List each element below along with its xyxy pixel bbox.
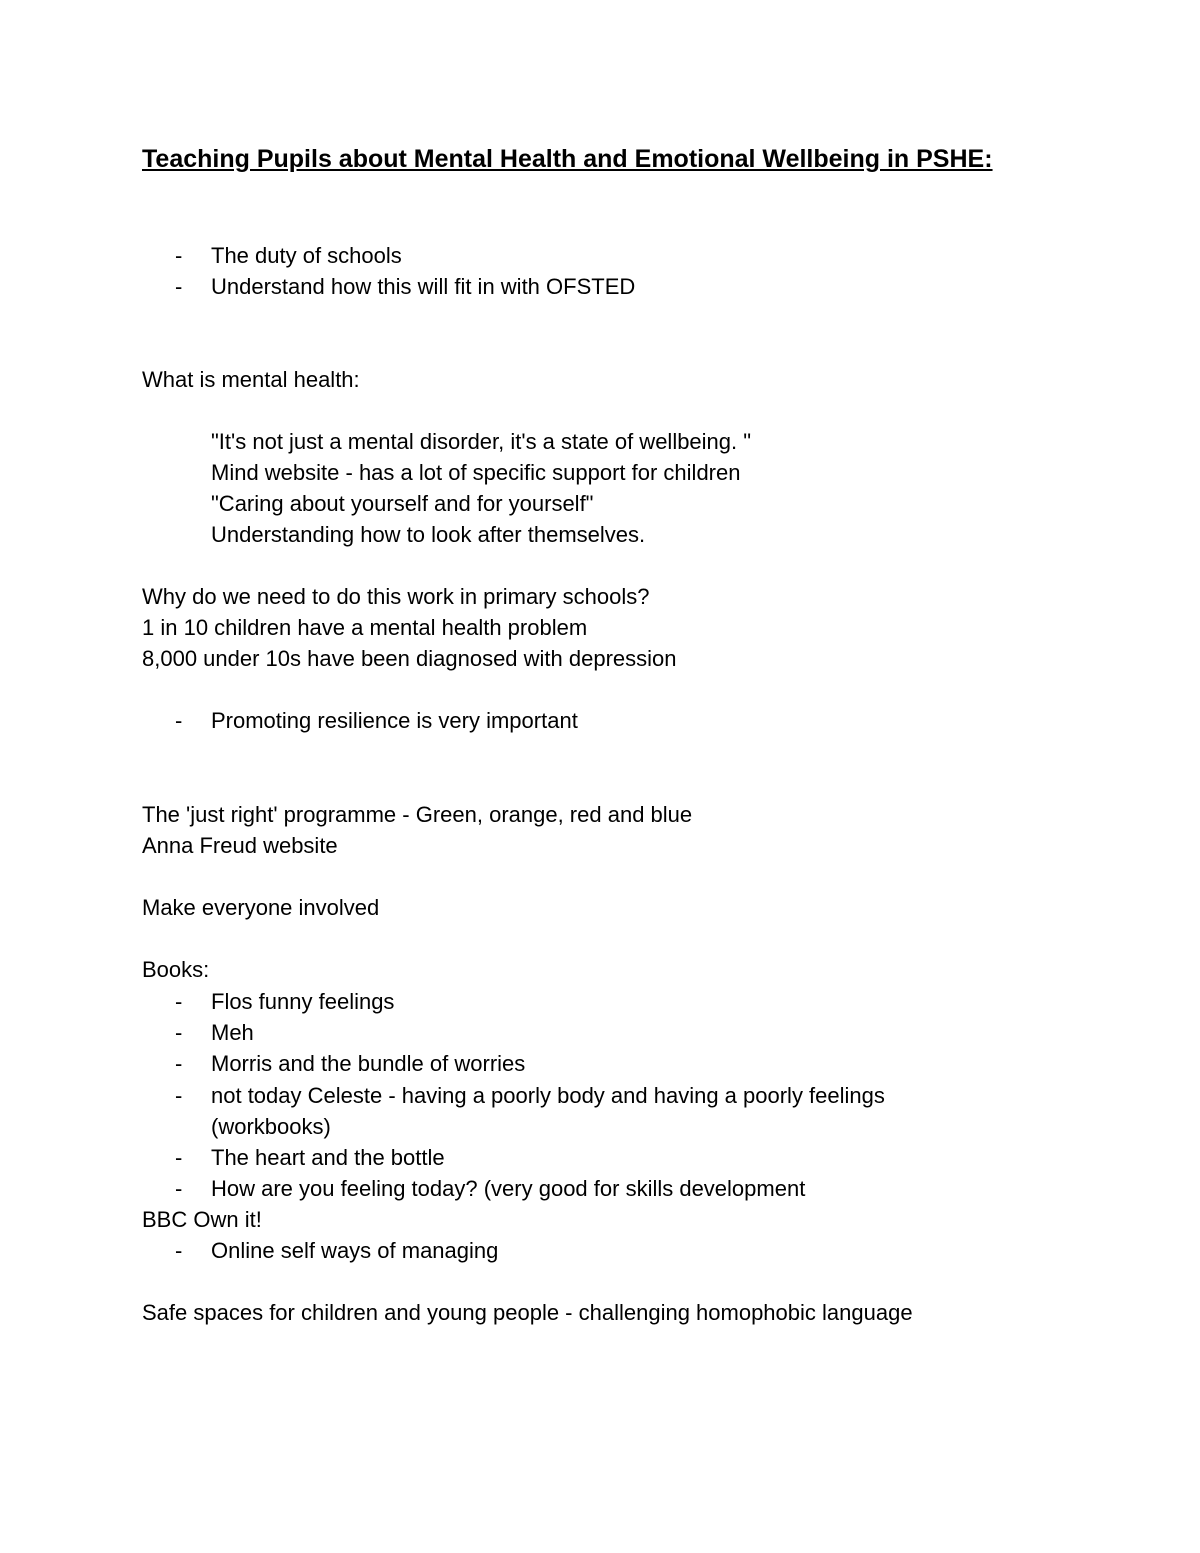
stat-line-2: 8,000 under 10s have been diagnosed with depression bbox=[142, 646, 677, 671]
anna-freud-line: Anna Freud website bbox=[142, 833, 338, 858]
book-item: not today Celeste - having a poorly body and having a poorly feelings bbox=[211, 1083, 885, 1108]
mental-health-quote: "It's not just a mental disorder, it's a state of wellbeing. " bbox=[211, 429, 752, 454]
involve-line: Make everyone involved bbox=[142, 895, 380, 920]
mind-website-line: Mind website - has a lot of specific support for children bbox=[211, 460, 741, 485]
book-item: The heart and the bottle bbox=[211, 1145, 445, 1170]
intro-bullet-2: Understand how this will fit in with OFSTED bbox=[211, 274, 636, 299]
bullet-dash: - bbox=[175, 274, 183, 299]
books-heading: Books: bbox=[142, 957, 210, 982]
bullet-dash: - bbox=[175, 708, 183, 733]
programme-line: The 'just right' programme - Green, orange, red and blue bbox=[142, 802, 693, 827]
book-item: Flos funny feelings bbox=[211, 989, 395, 1014]
bullet-dash: - bbox=[175, 1238, 183, 1263]
bullet-dash: - bbox=[175, 1176, 183, 1201]
bbc-bullet: Online self ways of managing bbox=[211, 1238, 499, 1263]
book-item: Meh bbox=[211, 1020, 254, 1045]
caring-quote: "Caring about yourself and for yourself" bbox=[211, 491, 594, 516]
mental-health-heading: What is mental health: bbox=[142, 367, 360, 392]
bullet-dash: - bbox=[175, 1145, 183, 1170]
resilience-bullet: Promoting resilience is very important bbox=[211, 708, 578, 733]
bullet-dash: - bbox=[175, 243, 183, 268]
bullet-dash: - bbox=[175, 1051, 183, 1076]
intro-bullet-1: The duty of schools bbox=[211, 243, 402, 268]
book-item: Morris and the bundle of worries bbox=[211, 1051, 526, 1076]
bbc-heading: BBC Own it! bbox=[142, 1207, 262, 1232]
book-item: How are you feeling today? (very good for skills development bbox=[211, 1176, 806, 1201]
understanding-line: Understanding how to look after themselves. bbox=[211, 522, 646, 547]
bullet-dash: - bbox=[175, 989, 183, 1014]
why-question: Why do we need to do this work in primary schools? bbox=[142, 584, 650, 609]
bullet-dash: - bbox=[175, 1020, 183, 1045]
bullet-dash: - bbox=[175, 1083, 183, 1108]
document-title: Teaching Pupils about Mental Health and Emotional Wellbeing in PSHE: bbox=[142, 145, 993, 173]
book-item-continuation: (workbooks) bbox=[211, 1114, 331, 1139]
safe-spaces-line: Safe spaces for children and young people - challenging homophobic language bbox=[142, 1300, 913, 1325]
stat-line-1: 1 in 10 children have a mental health problem bbox=[142, 615, 588, 640]
